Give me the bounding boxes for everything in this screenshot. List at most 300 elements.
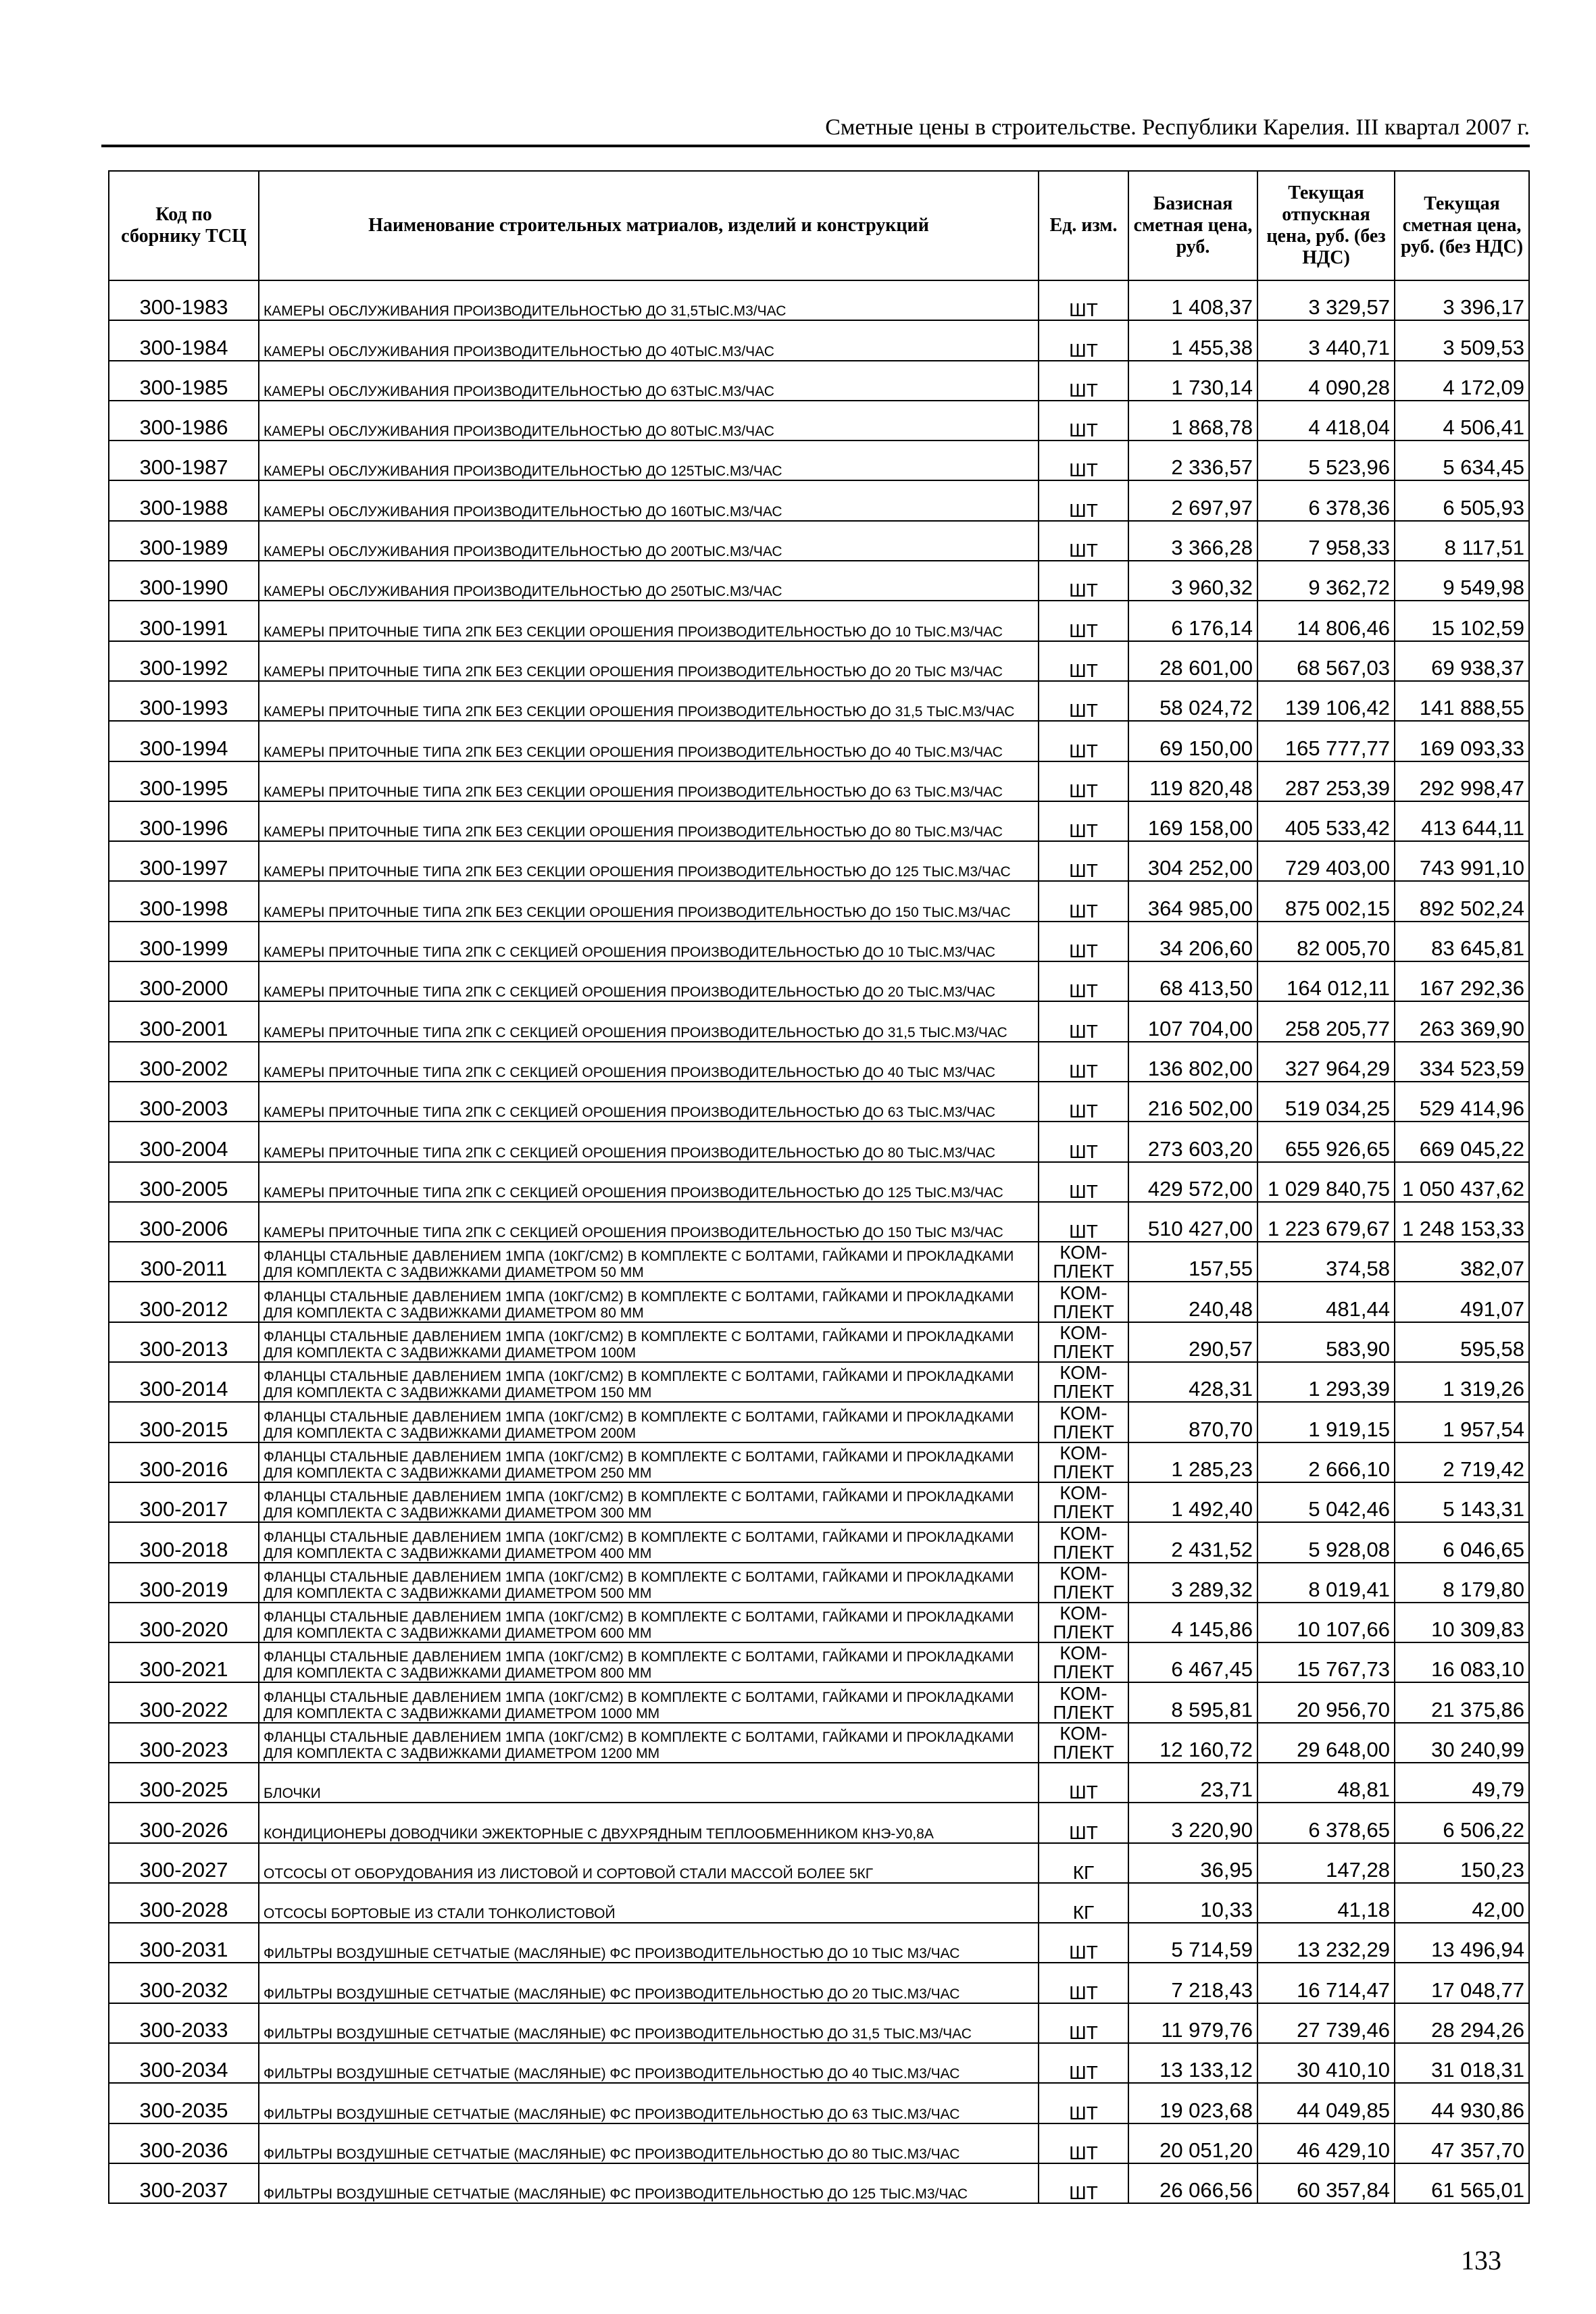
row-name: КАМЕРЫ ПРИТОЧНЫЕ ТИПА 2ПК С СЕКЦИЕЙ ОРОШЕНИЯ ПРОИЗВОДИТЕЛЬНОСТЬЮ ДО 80 ТЫС.М3/ЧАС xyxy=(259,1122,1039,1161)
row-base-price: 1 868,78 xyxy=(1128,401,1257,441)
row-current-price: 263 369,90 xyxy=(1395,1001,1529,1041)
row-base-price: 69 150,00 xyxy=(1128,721,1257,761)
row-base-price: 4 145,86 xyxy=(1128,1603,1257,1642)
row-base-price: 3 289,32 xyxy=(1128,1563,1257,1603)
row-current-price: 382,07 xyxy=(1395,1242,1529,1282)
table-row xyxy=(109,721,1529,761)
row-base-price: 3 960,32 xyxy=(1128,561,1257,601)
row-name: ФИЛЬТРЫ ВОЗДУШНЫЕ СЕТЧАТЫЕ (МАСЛЯНЫЕ) ФС ПРОИЗВОДИТЕЛЬНОСТЬЮ ДО 125 ТЫС.М3/ЧАС xyxy=(259,2163,1039,2203)
row-unit: ШТ xyxy=(1039,401,1128,441)
row-name: КАМЕРЫ ПРИТОЧНЫЕ ТИПА 2ПК С СЕКЦИЕЙ ОРОШЕНИЯ ПРОИЗВОДИТЕЛЬНОСТЬЮ ДО 63 ТЫС.М3/ЧАС xyxy=(259,1082,1039,1122)
row-base-price: 304 252,00 xyxy=(1128,841,1257,881)
row-name: КАМЕРЫ ПРИТОЧНЫЕ ТИПА 2ПК БЕЗ СЕКЦИИ ОРОШЕНИЯ ПРОИЗВОДИТЕЛЬНОСТЬЮ ДО 20 ТЫС М3/ЧАС xyxy=(259,641,1039,681)
row-base-price: 510 427,00 xyxy=(1128,1202,1257,1242)
row-release-price: 1 029 840,75 xyxy=(1257,1162,1395,1202)
row-current-price: 595,58 xyxy=(1395,1322,1529,1362)
table-row xyxy=(109,2003,1529,2043)
row-unit: ШТ xyxy=(1039,681,1128,721)
row-current-price: 6 505,93 xyxy=(1395,480,1529,520)
row-release-price: 5 523,96 xyxy=(1257,441,1395,480)
row-unit: ШТ xyxy=(1039,1082,1128,1122)
row-release-price: 2 666,10 xyxy=(1257,1442,1395,1482)
row-base-price: 429 572,00 xyxy=(1128,1162,1257,1202)
row-name: БЛОЧКИ xyxy=(259,1763,1039,1803)
row-unit: ШТ xyxy=(1039,1763,1128,1803)
table-row xyxy=(109,1923,1529,1963)
row-base-price: 290,57 xyxy=(1128,1322,1257,1362)
row-unit: ШТ xyxy=(1039,761,1128,801)
row-code: 300-1994 xyxy=(109,721,259,761)
row-release-price: 374,58 xyxy=(1257,1242,1395,1282)
row-name: ОТСОСЫ ОТ ОБОРУДОВАНИЯ ИЗ ЛИСТОВОЙ И СОРТОВОЙ СТАЛИ МАССОЙ БОЛЕЕ 5КГ xyxy=(259,1843,1039,1883)
row-name: ФЛАНЦЫ СТАЛЬНЫЕ ДАВЛЕНИЕМ 1МПА (10КГ/СМ2) В КОМПЛЕКТЕ С БОЛТАМИ, ГАЙКАМИ И ПРОКЛАДКАМИ ДЛЯ КОМПЛЕКТА С ЗАДВИЖКАМИ ДИАМЕТРОМ 600 ММ xyxy=(259,1603,1039,1642)
row-current-price: 491,07 xyxy=(1395,1282,1529,1322)
row-code: 300-1999 xyxy=(109,922,259,961)
row-code: 300-1995 xyxy=(109,761,259,801)
row-name: КАМЕРЫ ОБСЛУЖИВАНИЯ ПРОИЗВОДИТЕЛЬНОСТЬЮ ДО 160ТЫС.М3/ЧАС xyxy=(259,480,1039,520)
row-release-price: 287 253,39 xyxy=(1257,761,1395,801)
table-row xyxy=(109,1242,1529,1282)
row-unit: КОМ-ПЛЕКТ xyxy=(1039,1723,1128,1763)
table-row xyxy=(109,1322,1529,1362)
row-unit: ШТ xyxy=(1039,1042,1128,1082)
row-base-price: 157,55 xyxy=(1128,1242,1257,1282)
row-current-price: 15 102,59 xyxy=(1395,601,1529,640)
row-name: ФИЛЬТРЫ ВОЗДУШНЫЕ СЕТЧАТЫЕ (МАСЛЯНЫЕ) ФС ПРОИЗВОДИТЕЛЬНОСТЬЮ ДО 20 ТЫС.М3/ЧАС xyxy=(259,1963,1039,2003)
table-row xyxy=(109,601,1529,640)
row-code: 300-1984 xyxy=(109,320,259,360)
row-base-price: 1 285,23 xyxy=(1128,1442,1257,1482)
row-code: 300-2006 xyxy=(109,1202,259,1242)
row-release-price: 4 090,28 xyxy=(1257,361,1395,401)
row-current-price: 9 549,98 xyxy=(1395,561,1529,601)
row-current-price: 1 957,54 xyxy=(1395,1402,1529,1442)
table-row xyxy=(109,681,1529,721)
row-code: 300-1993 xyxy=(109,681,259,721)
row-release-price: 1 223 679,67 xyxy=(1257,1202,1395,1242)
row-unit: ШТ xyxy=(1039,521,1128,561)
row-unit: ШТ xyxy=(1039,881,1128,921)
row-name: КАМЕРЫ ПРИТОЧНЫЕ ТИПА 2ПК БЕЗ СЕКЦИИ ОРОШЕНИЯ ПРОИЗВОДИТЕЛЬНОСТЬЮ ДО 31,5 ТЫС.М3/ЧАС xyxy=(259,681,1039,721)
table-row xyxy=(109,561,1529,601)
row-name: КАМЕРЫ ОБСЛУЖИВАНИЯ ПРОИЗВОДИТЕЛЬНОСТЬЮ ДО 250ТЫС.М3/ЧАС xyxy=(259,561,1039,601)
row-name: ФЛАНЦЫ СТАЛЬНЫЕ ДАВЛЕНИЕМ 1МПА (10КГ/СМ2) В КОМПЛЕКТЕ С БОЛТАМИ, ГАЙКАМИ И ПРОКЛАДКАМИ ДЛЯ КОМПЛЕКТА С ЗАДВИЖКАМИ ДИАМЕТРОМ 300 ММ xyxy=(259,1482,1039,1522)
row-release-price: 875 002,15 xyxy=(1257,881,1395,921)
row-current-price: 292 998,47 xyxy=(1395,761,1529,801)
table-row xyxy=(109,841,1529,881)
table-row xyxy=(109,1042,1529,1082)
row-code: 300-1996 xyxy=(109,801,259,841)
row-unit: ШТ xyxy=(1039,1963,1128,2003)
row-base-price: 26 066,56 xyxy=(1128,2163,1257,2203)
row-current-price: 31 018,31 xyxy=(1395,2043,1529,2083)
row-current-price: 3 396,17 xyxy=(1395,280,1529,320)
row-base-price: 364 985,00 xyxy=(1128,881,1257,921)
row-release-price: 29 648,00 xyxy=(1257,1723,1395,1763)
row-name: КАМЕРЫ ОБСЛУЖИВАНИЯ ПРОИЗВОДИТЕЛЬНОСТЬЮ ДО 31,5ТЫС.М3/ЧАС xyxy=(259,280,1039,320)
table-row xyxy=(109,401,1529,441)
row-name: КАМЕРЫ ПРИТОЧНЫЕ ТИПА 2ПК БЕЗ СЕКЦИИ ОРОШЕНИЯ ПРОИЗВОДИТЕЛЬНОСТЬЮ ДО 40 ТЫС.М3/ЧАС xyxy=(259,721,1039,761)
row-name: КАМЕРЫ ПРИТОЧНЫЕ ТИПА 2ПК С СЕКЦИЕЙ ОРОШЕНИЯ ПРОИЗВОДИТЕЛЬНОСТЬЮ ДО 31,5 ТЫС.М3/ЧАС xyxy=(259,1001,1039,1041)
row-unit: ШТ xyxy=(1039,1122,1128,1161)
row-unit: ШТ xyxy=(1039,2123,1128,2163)
row-base-price: 12 160,72 xyxy=(1128,1723,1257,1763)
row-release-price: 15 767,73 xyxy=(1257,1642,1395,1682)
table-row xyxy=(109,1162,1529,1202)
row-release-price: 27 739,46 xyxy=(1257,2003,1395,2043)
row-code: 300-2014 xyxy=(109,1362,259,1402)
row-current-price: 334 523,59 xyxy=(1395,1042,1529,1082)
table-row xyxy=(109,320,1529,360)
row-name: ФИЛЬТРЫ ВОЗДУШНЫЕ СЕТЧАТЫЕ (МАСЛЯНЫЕ) ФС ПРОИЗВОДИТЕЛЬНОСТЬЮ ДО 31,5 ТЫС.М3/ЧАС xyxy=(259,2003,1039,2043)
row-current-price: 1 319,26 xyxy=(1395,1362,1529,1402)
table-row xyxy=(109,2083,1529,2123)
row-code: 300-2033 xyxy=(109,2003,259,2043)
row-unit: КОМ-ПЛЕКТ xyxy=(1039,1282,1128,1322)
row-release-price: 164 012,11 xyxy=(1257,961,1395,1001)
row-current-price: 47 357,70 xyxy=(1395,2123,1529,2163)
row-unit: КОМ-ПЛЕКТ xyxy=(1039,1322,1128,1362)
row-release-price: 10 107,66 xyxy=(1257,1603,1395,1642)
row-code: 300-2004 xyxy=(109,1122,259,1161)
row-name: ФЛАНЦЫ СТАЛЬНЫЕ ДАВЛЕНИЕМ 1МПА (10КГ/СМ2) В КОМПЛЕКТЕ С БОЛТАМИ, ГАЙКАМИ И ПРОКЛАДКАМИ ДЛЯ КОМПЛЕКТА С ЗАДВИЖКАМИ ДИАМЕТРОМ 100М xyxy=(259,1322,1039,1362)
row-current-price: 28 294,26 xyxy=(1395,2003,1529,2043)
table-row xyxy=(109,2043,1529,2083)
table-row xyxy=(109,1362,1529,1402)
table-row xyxy=(109,801,1529,841)
row-name: ОТСОСЫ БОРТОВЫЕ ИЗ СТАЛИ ТОНКОЛИСТОВОЙ xyxy=(259,1883,1039,1923)
row-unit: КОМ-ПЛЕКТ xyxy=(1039,1402,1128,1442)
row-base-price: 1 455,38 xyxy=(1128,320,1257,360)
row-current-price: 61 565,01 xyxy=(1395,2163,1529,2203)
row-release-price: 519 034,25 xyxy=(1257,1082,1395,1122)
row-current-price: 3 509,53 xyxy=(1395,320,1529,360)
row-name: КАМЕРЫ ПРИТОЧНЫЕ ТИПА 2ПК С СЕКЦИЕЙ ОРОШЕНИЯ ПРОИЗВОДИТЕЛЬНОСТЬЮ ДО 20 ТЫС.М3/ЧАС xyxy=(259,961,1039,1001)
row-base-price: 428,31 xyxy=(1128,1362,1257,1402)
row-unit: КОМ-ПЛЕКТ xyxy=(1039,1362,1128,1402)
column-header-release-price: Текущая отпускная цена, руб. (без НДС) xyxy=(1257,171,1395,280)
row-release-price: 14 806,46 xyxy=(1257,601,1395,640)
row-release-price: 583,90 xyxy=(1257,1322,1395,1362)
row-unit: ШТ xyxy=(1039,561,1128,601)
row-unit: КГ xyxy=(1039,1883,1128,1923)
row-base-price: 3 220,90 xyxy=(1128,1803,1257,1842)
column-header-code: Код по сборнику ТСЦ xyxy=(109,171,259,280)
table-header-row xyxy=(109,171,1529,280)
row-current-price: 1 050 437,62 xyxy=(1395,1162,1529,1202)
row-code: 300-1991 xyxy=(109,601,259,640)
row-base-price: 34 206,60 xyxy=(1128,922,1257,961)
row-code: 300-2019 xyxy=(109,1563,259,1603)
row-unit: ШТ xyxy=(1039,361,1128,401)
table-row xyxy=(109,1482,1529,1522)
row-base-price: 13 133,12 xyxy=(1128,2043,1257,2083)
table-row xyxy=(109,361,1529,401)
row-unit: ШТ xyxy=(1039,320,1128,360)
table-row xyxy=(109,1442,1529,1482)
row-base-price: 136 802,00 xyxy=(1128,1042,1257,1082)
row-code: 300-1989 xyxy=(109,521,259,561)
row-current-price: 16 083,10 xyxy=(1395,1642,1529,1682)
row-release-price: 139 106,42 xyxy=(1257,681,1395,721)
row-code: 300-2022 xyxy=(109,1682,259,1722)
row-release-price: 405 533,42 xyxy=(1257,801,1395,841)
row-base-price: 169 158,00 xyxy=(1128,801,1257,841)
row-release-price: 3 329,57 xyxy=(1257,280,1395,320)
table-row xyxy=(109,1202,1529,1242)
running-header xyxy=(101,109,1530,147)
row-name: КОНДИЦИОНЕРЫ ДОВОДЧИКИ ЭЖЕКТОРНЫЕ С ДВУХРЯДНЫМ ТЕПЛООБМЕННИКОМ КНЭ-У0,8А xyxy=(259,1803,1039,1842)
row-code: 300-2001 xyxy=(109,1001,259,1041)
row-name: ФЛАНЦЫ СТАЛЬНЫЕ ДАВЛЕНИЕМ 1МПА (10КГ/СМ2) В КОМПЛЕКТЕ С БОЛТАМИ, ГАЙКАМИ И ПРОКЛАДКАМИ ДЛЯ КОМПЛЕКТА С ЗАДВИЖКАМИ ДИАМЕТРОМ 1000 ММ xyxy=(259,1682,1039,1722)
row-release-price: 655 926,65 xyxy=(1257,1122,1395,1161)
row-code: 300-2023 xyxy=(109,1723,259,1763)
row-current-price: 13 496,94 xyxy=(1395,1923,1529,1963)
table-row xyxy=(109,1803,1529,1842)
row-unit: КОМ-ПЛЕКТ xyxy=(1039,1603,1128,1642)
row-name: КАМЕРЫ ПРИТОЧНЫЕ ТИПА 2ПК БЕЗ СЕКЦИИ ОРОШЕНИЯ ПРОИЗВОДИТЕЛЬНОСТЬЮ ДО 10 ТЫС.М3/ЧАС xyxy=(259,601,1039,640)
row-release-price: 41,18 xyxy=(1257,1883,1395,1923)
table-row xyxy=(109,1082,1529,1122)
row-current-price: 5 143,31 xyxy=(1395,1482,1529,1522)
row-code: 300-2018 xyxy=(109,1522,259,1562)
row-current-price: 8 179,80 xyxy=(1395,1563,1529,1603)
row-current-price: 21 375,86 xyxy=(1395,1682,1529,1722)
row-base-price: 20 051,20 xyxy=(1128,2123,1257,2163)
row-release-price: 44 049,85 xyxy=(1257,2083,1395,2123)
row-current-price: 6 046,65 xyxy=(1395,1522,1529,1562)
header-title: Сметные цены в строительстве. Республики Карелия. III квартал 2007 г. xyxy=(825,115,1530,140)
row-release-price: 8 019,41 xyxy=(1257,1563,1395,1603)
row-code: 300-2026 xyxy=(109,1803,259,1842)
row-release-price: 7 958,33 xyxy=(1257,521,1395,561)
row-base-price: 7 218,43 xyxy=(1128,1963,1257,2003)
row-base-price: 2 431,52 xyxy=(1128,1522,1257,1562)
row-base-price: 107 704,00 xyxy=(1128,1001,1257,1041)
row-release-price: 258 205,77 xyxy=(1257,1001,1395,1041)
row-base-price: 23,71 xyxy=(1128,1763,1257,1803)
row-code: 300-1983 xyxy=(109,280,259,320)
row-code: 300-2028 xyxy=(109,1883,259,1923)
row-unit: ШТ xyxy=(1039,280,1128,320)
column-header-current-price: Текущая сметная цена, руб. (без НДС) xyxy=(1395,171,1529,280)
table-row xyxy=(109,1282,1529,1322)
row-name: ФЛАНЦЫ СТАЛЬНЫЕ ДАВЛЕНИЕМ 1МПА (10КГ/СМ2) В КОМПЛЕКТЕ С БОЛТАМИ, ГАЙКАМИ И ПРОКЛАДКАМИ ДЛЯ КОМПЛЕКТА С ЗАДВИЖКАМИ ДИАМЕТРОМ 80 ММ xyxy=(259,1282,1039,1322)
row-unit: КГ xyxy=(1039,1843,1128,1883)
row-unit: ШТ xyxy=(1039,801,1128,841)
row-name: КАМЕРЫ ОБСЛУЖИВАНИЯ ПРОИЗВОДИТЕЛЬНОСТЬЮ ДО 200ТЫС.М3/ЧАС xyxy=(259,521,1039,561)
row-base-price: 3 366,28 xyxy=(1128,521,1257,561)
row-name: ФЛАНЦЫ СТАЛЬНЫЕ ДАВЛЕНИЕМ 1МПА (10КГ/СМ2) В КОМПЛЕКТЕ С БОЛТАМИ, ГАЙКАМИ И ПРОКЛАДКАМИ ДЛЯ КОМПЛЕКТА С ЗАДВИЖКАМИ ДИАМЕТРОМ 1200 ММ xyxy=(259,1723,1039,1763)
row-code: 300-2002 xyxy=(109,1042,259,1082)
table-row xyxy=(109,1963,1529,2003)
row-name: КАМЕРЫ ПРИТОЧНЫЕ ТИПА 2ПК БЕЗ СЕКЦИИ ОРОШЕНИЯ ПРОИЗВОДИТЕЛЬНОСТЬЮ ДО 80 ТЫС.М3/ЧАС xyxy=(259,801,1039,841)
row-base-price: 2 336,57 xyxy=(1128,441,1257,480)
table-row xyxy=(109,881,1529,921)
row-current-price: 169 093,33 xyxy=(1395,721,1529,761)
row-unit: КОМ-ПЛЕКТ xyxy=(1039,1482,1128,1522)
row-release-price: 327 964,29 xyxy=(1257,1042,1395,1082)
row-release-price: 481,44 xyxy=(1257,1282,1395,1322)
table-row xyxy=(109,480,1529,520)
row-code: 300-2003 xyxy=(109,1082,259,1122)
row-name: КАМЕРЫ ПРИТОЧНЫЕ ТИПА 2ПК С СЕКЦИЕЙ ОРОШЕНИЯ ПРОИЗВОДИТЕЛЬНОСТЬЮ ДО 125 ТЫС.М3/ЧАС xyxy=(259,1162,1039,1202)
table-row xyxy=(109,641,1529,681)
column-header-base-price: Базисная сметная цена, руб. xyxy=(1128,171,1257,280)
row-release-price: 147,28 xyxy=(1257,1843,1395,1883)
row-code: 300-1987 xyxy=(109,441,259,480)
column-header-name: Наименование строительных матриалов, изделий и конструкций xyxy=(259,171,1039,280)
row-current-price: 413 644,11 xyxy=(1395,801,1529,841)
row-name: КАМЕРЫ ПРИТОЧНЫЕ ТИПА 2ПК С СЕКЦИЕЙ ОРОШЕНИЯ ПРОИЗВОДИТЕЛЬНОСТЬЮ ДО 150 ТЫС М3/ЧАС xyxy=(259,1202,1039,1242)
table-row xyxy=(109,961,1529,1001)
row-release-price: 3 440,71 xyxy=(1257,320,1395,360)
row-code: 300-1990 xyxy=(109,561,259,601)
row-release-price: 6 378,65 xyxy=(1257,1803,1395,1842)
row-code: 300-2013 xyxy=(109,1322,259,1362)
row-unit: ШТ xyxy=(1039,1923,1128,1963)
row-current-price: 44 930,86 xyxy=(1395,2083,1529,2123)
row-name: ФЛАНЦЫ СТАЛЬНЫЕ ДАВЛЕНИЕМ 1МПА (10КГ/СМ2) В КОМПЛЕКТЕ С БОЛТАМИ, ГАЙКАМИ И ПРОКЛАДКАМИ ДЛЯ КОМПЛЕКТА С ЗАДВИЖКАМИ ДИАМЕТРОМ 250 ММ xyxy=(259,1442,1039,1482)
row-current-price: 17 048,77 xyxy=(1395,1963,1529,2003)
row-unit: ШТ xyxy=(1039,1001,1128,1041)
row-release-price: 46 429,10 xyxy=(1257,2123,1395,2163)
row-unit: КОМ-ПЛЕКТ xyxy=(1039,1442,1128,1482)
row-code: 300-1985 xyxy=(109,361,259,401)
row-code: 300-2035 xyxy=(109,2083,259,2123)
row-release-price: 82 005,70 xyxy=(1257,922,1395,961)
row-current-price: 669 045,22 xyxy=(1395,1122,1529,1161)
row-name: ФЛАНЦЫ СТАЛЬНЫЕ ДАВЛЕНИЕМ 1МПА (10КГ/СМ2) В КОМПЛЕКТЕ С БОЛТАМИ, ГАЙКАМИ И ПРОКЛАДКАМИ ДЛЯ КОМПЛЕКТА С ЗАДВИЖКАМИ ДИАМЕТРОМ 800 ММ xyxy=(259,1642,1039,1682)
row-code: 300-2011 xyxy=(109,1242,259,1282)
row-name: КАМЕРЫ ПРИТОЧНЫЕ ТИПА 2ПК БЕЗ СЕКЦИИ ОРОШЕНИЯ ПРОИЗВОДИТЕЛЬНОСТЬЮ ДО 150 ТЫС.М3/ЧАС xyxy=(259,881,1039,921)
row-code: 300-2027 xyxy=(109,1843,259,1883)
row-current-price: 2 719,42 xyxy=(1395,1442,1529,1482)
row-current-price: 83 645,81 xyxy=(1395,922,1529,961)
table-row xyxy=(109,1883,1529,1923)
row-code: 300-2031 xyxy=(109,1923,259,1963)
row-base-price: 8 595,81 xyxy=(1128,1682,1257,1722)
row-release-price: 6 378,36 xyxy=(1257,480,1395,520)
row-unit: ШТ xyxy=(1039,1803,1128,1842)
table-row xyxy=(109,2163,1529,2203)
row-base-price: 58 024,72 xyxy=(1128,681,1257,721)
row-current-price: 8 117,51 xyxy=(1395,521,1529,561)
row-code: 300-2021 xyxy=(109,1642,259,1682)
row-release-price: 165 777,77 xyxy=(1257,721,1395,761)
row-unit: ШТ xyxy=(1039,721,1128,761)
row-release-price: 48,81 xyxy=(1257,1763,1395,1803)
row-unit: ШТ xyxy=(1039,480,1128,520)
table-row xyxy=(109,1763,1529,1803)
row-current-price: 42,00 xyxy=(1395,1883,1529,1923)
row-name: ФЛАНЦЫ СТАЛЬНЫЕ ДАВЛЕНИЕМ 1МПА (10КГ/СМ2) В КОМПЛЕКТЕ С БОЛТАМИ, ГАЙКАМИ И ПРОКЛАДКАМИ ДЛЯ КОМПЛЕКТА С ЗАДВИЖКАМИ ДИАМЕТРОМ 400 ММ xyxy=(259,1522,1039,1562)
table-row xyxy=(109,1843,1529,1883)
row-release-price: 1 293,39 xyxy=(1257,1362,1395,1402)
row-base-price: 1 408,37 xyxy=(1128,280,1257,320)
row-base-price: 6 176,14 xyxy=(1128,601,1257,640)
row-name: КАМЕРЫ ОБСЛУЖИВАНИЯ ПРОИЗВОДИТЕЛЬНОСТЬЮ ДО 40ТЫС.М3/ЧАС xyxy=(259,320,1039,360)
row-release-price: 13 232,29 xyxy=(1257,1923,1395,1963)
table-row xyxy=(109,1001,1529,1041)
row-code: 300-2016 xyxy=(109,1442,259,1482)
table-row xyxy=(109,1522,1529,1562)
row-code: 300-2017 xyxy=(109,1482,259,1522)
row-base-price: 1 730,14 xyxy=(1128,361,1257,401)
row-code: 300-2005 xyxy=(109,1162,259,1202)
table-row xyxy=(109,521,1529,561)
row-release-price: 60 357,84 xyxy=(1257,2163,1395,2203)
row-code: 300-1997 xyxy=(109,841,259,881)
row-unit: ШТ xyxy=(1039,641,1128,681)
row-code: 300-1992 xyxy=(109,641,259,681)
table-row xyxy=(109,1682,1529,1722)
row-base-price: 10,33 xyxy=(1128,1883,1257,1923)
table-row xyxy=(109,2123,1529,2163)
row-name: ФИЛЬТРЫ ВОЗДУШНЫЕ СЕТЧАТЫЕ (МАСЛЯНЫЕ) ФС ПРОИЗВОДИТЕЛЬНОСТЬЮ ДО 80 ТЫС.М3/ЧАС xyxy=(259,2123,1039,2163)
table-row xyxy=(109,441,1529,480)
row-name: КАМЕРЫ ПРИТОЧНЫЕ ТИПА 2ПК БЕЗ СЕКЦИИ ОРОШЕНИЯ ПРОИЗВОДИТЕЛЬНОСТЬЮ ДО 63 ТЫС.М3/ЧАС xyxy=(259,761,1039,801)
row-unit: ШТ xyxy=(1039,601,1128,640)
row-code: 300-2032 xyxy=(109,1963,259,2003)
row-current-price: 4 506,41 xyxy=(1395,401,1529,441)
row-base-price: 216 502,00 xyxy=(1128,1082,1257,1122)
row-name: КАМЕРЫ ПРИТОЧНЫЕ ТИПА 2ПК С СЕКЦИЕЙ ОРОШЕНИЯ ПРОИЗВОДИТЕЛЬНОСТЬЮ ДО 10 ТЫС.М3/ЧАС xyxy=(259,922,1039,961)
table-row xyxy=(109,1642,1529,1682)
row-unit: КОМ-ПЛЕКТ xyxy=(1039,1682,1128,1722)
row-unit: КОМ-ПЛЕКТ xyxy=(1039,1242,1128,1282)
row-name: КАМЕРЫ ОБСЛУЖИВАНИЯ ПРОИЗВОДИТЕЛЬНОСТЬЮ ДО 125ТЫС.М3/ЧАС xyxy=(259,441,1039,480)
row-name: ФЛАНЦЫ СТАЛЬНЫЕ ДАВЛЕНИЕМ 1МПА (10КГ/СМ2) В КОМПЛЕКТЕ С БОЛТАМИ, ГАЙКАМИ И ПРОКЛАДКАМИ ДЛЯ КОМПЛЕКТА С ЗАДВИЖКАМИ ДИАМЕТРОМ 500 ММ xyxy=(259,1563,1039,1603)
row-code: 300-2037 xyxy=(109,2163,259,2203)
row-base-price: 28 601,00 xyxy=(1128,641,1257,681)
row-base-price: 870,70 xyxy=(1128,1402,1257,1442)
row-unit: ШТ xyxy=(1039,841,1128,881)
table-row xyxy=(109,1122,1529,1161)
row-name: КАМЕРЫ ОБСЛУЖИВАНИЯ ПРОИЗВОДИТЕЛЬНОСТЬЮ ДО 63ТЫС.М3/ЧАС xyxy=(259,361,1039,401)
row-code: 300-2000 xyxy=(109,961,259,1001)
row-unit: КОМ-ПЛЕКТ xyxy=(1039,1642,1128,1682)
row-base-price: 240,48 xyxy=(1128,1282,1257,1322)
row-current-price: 141 888,55 xyxy=(1395,681,1529,721)
row-base-price: 1 492,40 xyxy=(1128,1482,1257,1522)
row-unit: КОМ-ПЛЕКТ xyxy=(1039,1522,1128,1562)
row-current-price: 150,23 xyxy=(1395,1843,1529,1883)
row-release-price: 16 714,47 xyxy=(1257,1963,1395,2003)
row-current-price: 6 506,22 xyxy=(1395,1803,1529,1842)
row-current-price: 167 292,36 xyxy=(1395,961,1529,1001)
row-current-price: 10 309,83 xyxy=(1395,1603,1529,1642)
table-row xyxy=(109,922,1529,961)
row-name: ФЛАНЦЫ СТАЛЬНЫЕ ДАВЛЕНИЕМ 1МПА (10КГ/СМ2) В КОМПЛЕКТЕ С БОЛТАМИ, ГАЙКАМИ И ПРОКЛАДКАМИ ДЛЯ КОМПЛЕКТА С ЗАДВИЖКАМИ ДИАМЕТРОМ 200М xyxy=(259,1402,1039,1442)
table-row xyxy=(109,1563,1529,1603)
row-base-price: 19 023,68 xyxy=(1128,2083,1257,2123)
row-code: 300-2034 xyxy=(109,2043,259,2083)
row-base-price: 2 697,97 xyxy=(1128,480,1257,520)
row-current-price: 49,79 xyxy=(1395,1763,1529,1803)
row-unit: ШТ xyxy=(1039,1162,1128,1202)
row-current-price: 1 248 153,33 xyxy=(1395,1202,1529,1242)
row-name: ФИЛЬТРЫ ВОЗДУШНЫЕ СЕТЧАТЫЕ (МАСЛЯНЫЕ) ФС ПРОИЗВОДИТЕЛЬНОСТЬЮ ДО 63 ТЫС.М3/ЧАС xyxy=(259,2083,1039,2123)
row-current-price: 5 634,45 xyxy=(1395,441,1529,480)
row-current-price: 4 172,09 xyxy=(1395,361,1529,401)
row-base-price: 6 467,45 xyxy=(1128,1642,1257,1682)
row-code: 300-1988 xyxy=(109,480,259,520)
row-release-price: 4 418,04 xyxy=(1257,401,1395,441)
price-table xyxy=(108,170,1530,2204)
row-unit: КОМ-ПЛЕКТ xyxy=(1039,1563,1128,1603)
row-release-price: 68 567,03 xyxy=(1257,641,1395,681)
